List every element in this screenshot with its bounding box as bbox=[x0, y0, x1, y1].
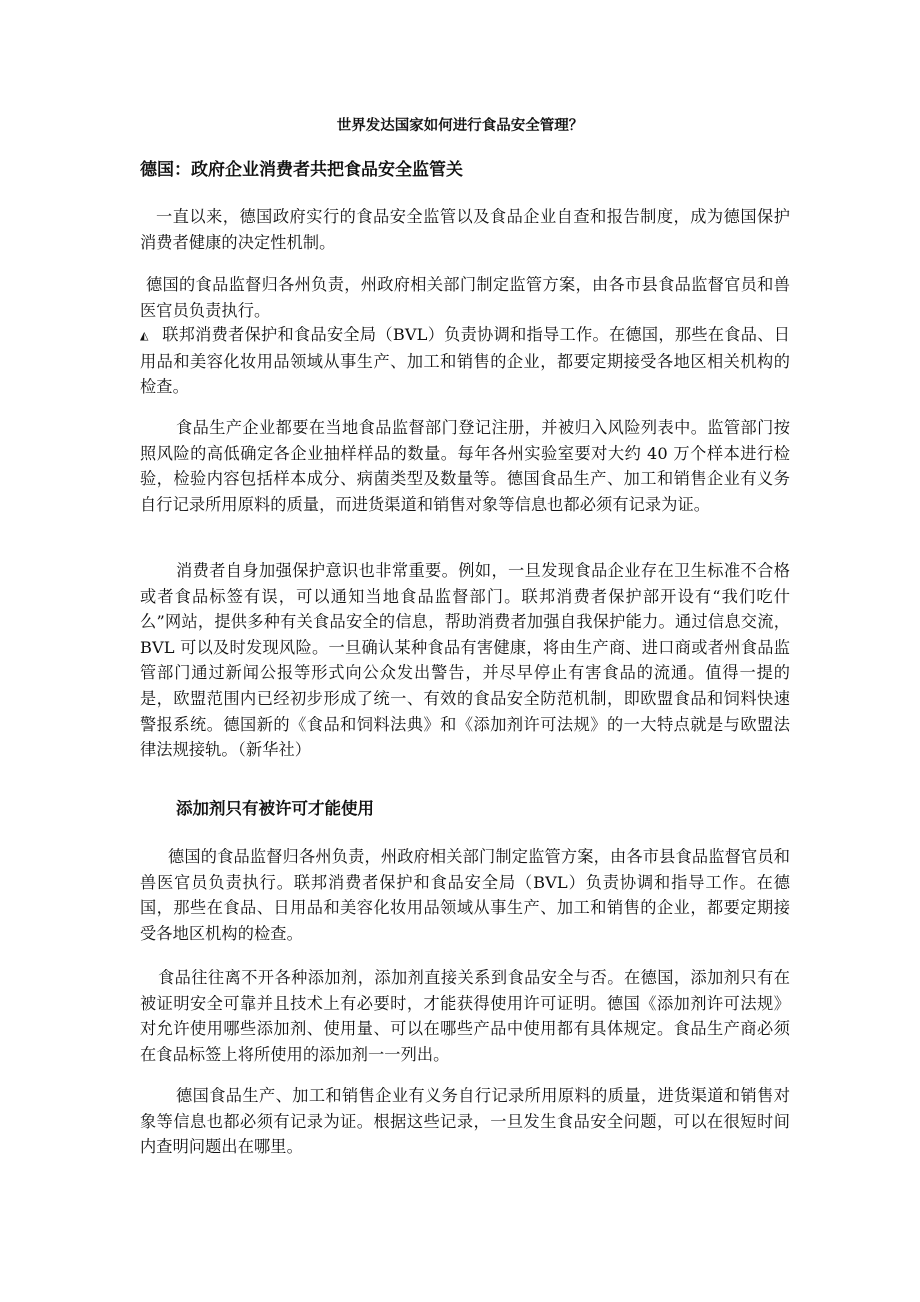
paragraph-bvl-text: 联邦消费者保护和食品安全局（BVL）负责协调和指导工作。在德国，那些在食品、日用品和美容化妆用品领域从事生产、加工和销售的企业，都要定期接受各地区相关机构的检查。 bbox=[140, 325, 790, 397]
paragraph-consumers: 消费者自身加强保护意识也非常重要。例如，一旦发现食品企业存在卫生标准不合格或者食品标签有误，可以通知当地食品监督部门。联邦消费者保护部开设有“我们吃什么”网站，提供多种有关食品安全的信息，帮助消费者加强自我保护能力。通过信息交流，BVL 可以及时发现风险。一旦确认某种食品有害健康，将由生产商、进口商或者州食品监管部门通过新闻公报等形式向公众发出警告，并尽早停止有害食品的流通。值得一提的是，欧盟范围内已经初步形成了统一、有效的食品安全防范机制，即欧盟食品和饲料快速警报系统。德国新的《食品和饲料法典》和《添加剂许可法规》的一大特点就是与欧盟法律法规接轨。（新华社） bbox=[140, 561, 790, 760]
section-heading-additives: 添加剂只有被许可才能使用 bbox=[176, 799, 374, 818]
paragraph-intro: 一直以来，德国政府实行的食品安全监管以及食品企业自查和报告制度，成为德国保护消费者健康的决定性机制。 bbox=[140, 207, 790, 252]
paragraph-additives-permit: 食品往往离不开各种添加剂，添加剂直接关系到食品安全与否。在德国，添加剂只有在被证明安全可靠并且技术上有必要时，才能获得使用许可证明。德国《添加剂许可法规》对允许使用哪些添加剂、使用量、可以在哪些产品中使用都有具体规定。食品生产商必须在食品标签上将所使用的添加剂一一列出。 bbox=[140, 968, 790, 1064]
paragraph-registration: 食品生产企业都要在当地食品监督部门登记注册，并被归入风险列表中。监管部门按照风险的高低确定各企业抽样样品的数量。每年各州实验室要对大约 40 万个样本进行检验，检验内容包括样本成分、病菌类型及数量等。德国食品生产、加工和销售企业有义务自行记录所用原料的质量，而进货渠道和销售对象等信息也都必须有记录为证。 bbox=[140, 418, 790, 514]
page-title: 世界发达国家如何进行食品安全管理？ bbox=[336, 118, 584, 134]
paragraph-records: 德国食品生产、加工和销售企业有义务自行记录所用原料的质量，进货渠道和销售对象等信息也都必须有记录为证。根据这些记录，一旦发生食品安全问题，可以在很短时间内查明问题出在哪里。 bbox=[140, 1086, 790, 1157]
triangle-bullet-icon: ◭ bbox=[140, 329, 149, 342]
paragraph-bvl bbox=[140, 322, 790, 400]
section-heading-germany: 德国：政府企业消费者共把食品安全监管关 bbox=[140, 160, 463, 180]
paragraph-additives-supervision: 德国的食品监督归各州负责，州政府相关部门制定监管方案，由各市县食品监督官员和兽医官员负责执行。联邦消费者保护和食品安全局（BVL）负责协调和指导工作。在德国，那些在食品、日用品和美容化妆用品领域从事生产、加工和销售的企业，都要定期接受各地区机构的检查。 bbox=[140, 847, 790, 943]
paragraph-state-supervision: 德国的食品监督归各州负责，州政府相关部门制定监管方案，由各市县食品监督官员和兽医官员负责执行。 bbox=[140, 275, 790, 320]
